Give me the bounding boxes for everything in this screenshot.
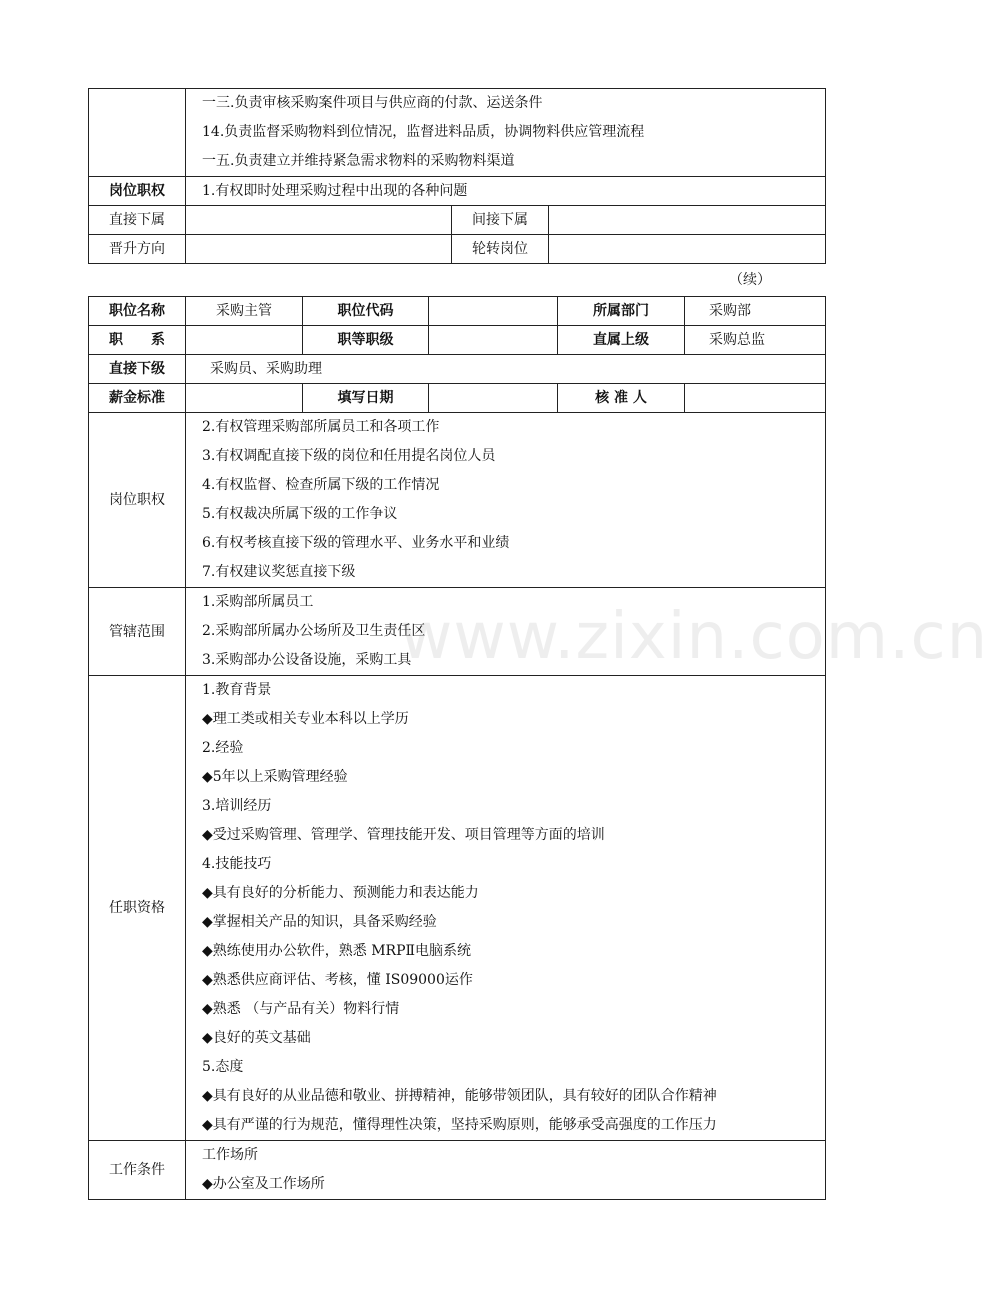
salary-value [186,384,303,413]
qualification-line: 4.技能技巧 [202,856,272,872]
qualification-line: ◆熟悉供应商评估、考核，懂 IS09000运作 [202,972,473,988]
qualification-cell [186,676,826,1141]
authority-label: 岗位职权 [89,413,186,588]
watermark: www.zixin.com.cn [400,600,988,674]
direct-sub-label: 直接下属 [89,206,186,235]
qualification-line: ◆熟练使用办公软件，熟悉 MRPⅡ电脑系统 [202,943,472,959]
authority-line: 5.有权裁决所属下级的工作争议 [202,506,398,522]
qualification-line: ◆良好的英文基础 [202,1030,311,1046]
promotion-value [186,235,452,264]
indirect-sub-value [549,206,826,235]
scope-line: 2.采购部所属办公场所及卫生责任区 [202,623,426,639]
qualification-line: ◆具有良好的分析能力、预测能力和表达能力 [202,885,479,901]
fill-date-label: 填写日期 [303,384,429,413]
qualification-line: ◆理工类或相关专业本科以上学历 [202,711,409,727]
direct-sub-value [186,206,452,235]
qualification-label: 任职资格 [89,676,186,1141]
authority-line: 6.有权考核直接下级的管理水平、业务水平和业绩 [202,535,510,551]
conditions-line: ◆办公室及工作场所 [202,1176,325,1192]
qualification-line: ◆受过采购管理、管理学、管理技能开发、项目管理等方面的培训 [202,827,605,843]
qualification-line: ◆具有严谨的行为规范，懂得理性决策，坚持采购原则，能够承受高强度的工作压力 [202,1117,717,1133]
salary-label: 薪金标准 [89,384,186,413]
indirect-sub-label: 间接下属 [452,206,549,235]
position-code-value [429,297,558,326]
rotation-value [549,235,826,264]
conditions-line: 工作场所 [202,1147,258,1163]
approver-label: 核 准 人 [558,384,685,413]
qualification-line: 5.态度 [202,1059,244,1075]
qualification-line: 2.经验 [202,740,244,756]
authority-line: 7.有权建议奖惩直接下级 [202,564,356,580]
position-name-label: 职位名称 [89,297,186,326]
conditions-cell [186,1141,826,1200]
direct-sub-value: 采购员、采购助理 [186,355,826,384]
job-series-value [186,326,303,355]
duties-label-cell [89,89,186,177]
scope-line: 1.采购部所属员工 [202,594,314,610]
authority-line: 2.有权管理采购部所属员工和各项工作 [202,419,440,435]
job-description-page [88,88,825,1200]
department-value: 采购部 [685,297,826,326]
qualification-line: ◆5年以上采购管理经验 [202,769,348,785]
department-label: 所属部门 [558,297,685,326]
superior-value: 采购总监 [685,326,826,355]
qualification-line: 1.教育背景 [202,682,272,698]
approver-value [685,384,826,413]
position-name-value: 采购主管 [186,297,303,326]
rotation-label: 轮转岗位 [452,235,549,264]
position-code-label: 职位代码 [303,297,429,326]
top-table [88,88,826,264]
superior-label: 直属上级 [558,326,685,355]
promotion-label: 晋升方向 [89,235,186,264]
qualification-line: ◆具有良好的从业品德和敬业、拼搏精神，能够带领团队，具有较好的团队合作精神 [202,1088,717,1104]
grade-value [429,326,558,355]
qualification-line: ◆熟悉 （与产品有关）物料行情 [202,1001,400,1017]
authority-line: 3.有权调配直接下级的岗位和任用提名岗位人员 [202,448,496,464]
authority-cell [186,413,826,588]
scope-label: 管辖范围 [89,588,186,676]
authority-text: 1.有权即时处理采购过程中出现的各种问题 [186,177,826,206]
continued-note: （续） [729,272,771,288]
duty-line: 一五.负责建立并维持紧急需求物料的采购物料渠道 [202,153,515,169]
grade-label: 职等职级 [303,326,429,355]
authority-label: 岗位职权 [89,177,186,206]
duty-line: 14.负责监督采购物料到位情况，监督进料品质，协调物料供应管理流程 [202,124,645,140]
duties-cell [186,89,826,177]
scope-cell [186,588,826,676]
fill-date-value [429,384,558,413]
scope-line: 3.采购部办公设备设施，采购工具 [202,652,412,668]
qualification-line: 3.培训经历 [202,798,272,814]
authority-line: 4.有权监督、检查所属下级的工作情况 [202,477,440,493]
conditions-label: 工作条件 [89,1141,186,1200]
qualification-line: ◆掌握相关产品的知识，具备采购经验 [202,914,437,930]
main-table [88,296,826,1200]
job-series-label: 职 系 [89,326,186,355]
duty-line: 一三.负责审核采购案件项目与供应商的付款、运送条件 [202,95,543,111]
direct-sub-label: 直接下级 [89,355,186,384]
